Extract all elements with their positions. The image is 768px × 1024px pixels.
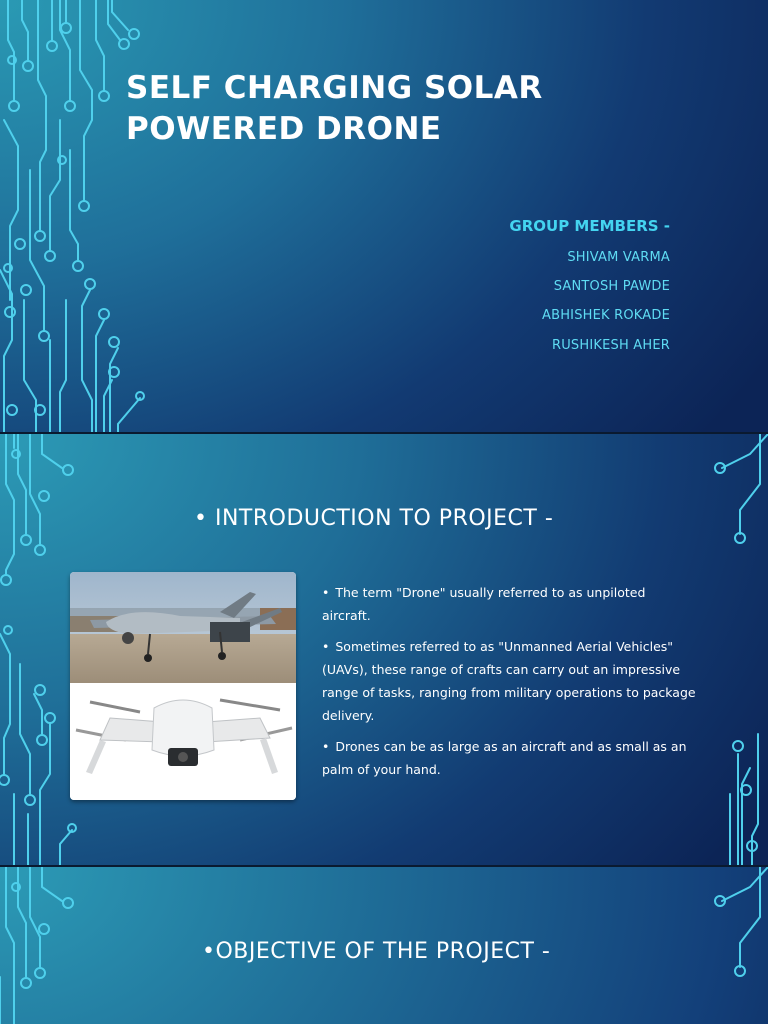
circuit-decoration-left <box>0 867 90 1024</box>
circuit-decoration-right <box>708 434 768 865</box>
presentation-title <box>126 68 606 150</box>
bullet-glyph: • <box>322 739 330 754</box>
member-name: SANTOSH PAWDE <box>553 279 670 294</box>
intro-bullet-list <box>322 581 697 789</box>
bullet-text: Sometimes referred to as "Unmanned Aerial Vehicles" (UAVs), these range of crafts can carry out an impressive range of tasks, ranging from military operations to package delivery. <box>322 639 696 723</box>
bullet-item <box>322 635 697 727</box>
section-heading: •OBJECTIVE OF THE PROJECT - <box>202 939 551 964</box>
section-heading: • INTRODUCTION TO PROJECT - <box>194 506 554 531</box>
bullet-glyph: • <box>322 639 330 654</box>
title-slide <box>0 0 768 432</box>
bullet-item <box>322 581 697 627</box>
bullet-text: The term "Drone" usually referred to as unpiloted aircraft. <box>322 585 646 623</box>
bullet-text: Drones can be as large as an aircraft and as small as an palm of your hand. <box>322 739 687 777</box>
member-name: RUSHIKESH AHER <box>551 338 670 353</box>
drone-photos <box>70 572 296 800</box>
circuit-decoration-left <box>0 0 150 432</box>
member-name: SHIVAM VARMA <box>567 250 670 265</box>
member-name: ABHISHEK ROKADE <box>542 308 670 323</box>
bullet-item <box>322 735 697 781</box>
title-line-2: POWERED DRONE <box>126 111 442 147</box>
drone-image-collage <box>70 572 296 800</box>
circuit-decoration-right <box>708 867 768 1024</box>
title-line-1: SELF CHARGING SOLAR <box>126 70 543 106</box>
group-members-heading: GROUP MEMBERS - <box>509 217 670 235</box>
bullet-glyph: • <box>322 585 330 600</box>
introduction-slide <box>0 434 768 865</box>
objective-slide <box>0 867 768 1024</box>
